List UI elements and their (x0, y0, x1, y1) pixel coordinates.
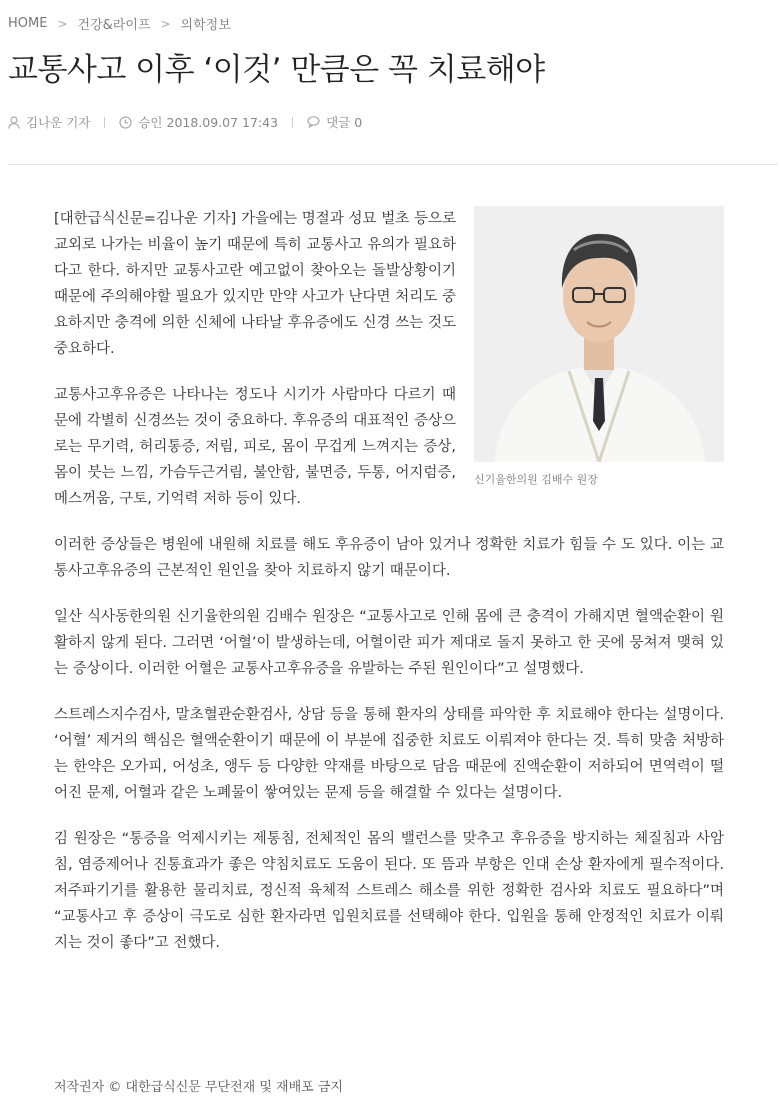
approved-time: 2018.09.07 17:43 (166, 114, 279, 130)
author-info (8, 113, 90, 131)
article-paragraph: 스트레스지수검사, 말초혈관순환검사, 상담 등을 통해 환자의 상태를 파악한 후 치료해야 한다는 설명이다. ‘어혈’ 제거의 핵심은 혈액순환이기 때문에 이 부분에 집중한 치료도 이뤄져야 한다는 것. 특히 맞춤 처방하는 한약은 오가피, 어성초, 앵두 등 다양한 약재를 바탕으로 담음 때문에 진액순환이 저하되어 면역력이 떨어진 문제, 어혈과 같은 노폐물이 쌓여있는 문제 등을 해결할 수 있다는 설명이다. (54, 707, 724, 801)
breadcrumb-home-link[interactable]: HOME (8, 16, 48, 31)
breadcrumb (8, 14, 231, 33)
article-paragraph: 김 원장은 “통증을 억제시키는 제통침, 전체적인 몸의 밸런스를 맞추고 후유증을 방지하는 체질침과 사암침, 염증제어나 진통효과가 좋은 약침치료도 도움이 된다. 또 뜸과 부항은 인대 손상 환자에게 필수적이다. 저주파기기를 활용한 물리치료, 정신적 육체적 스트레스 해소를 위한 정확한 검사와 치료도 필요하다”며 “교통사고 후 증상이 극도로 심한 환자라면 입원치료를 선택해야 한다. 입원을 통해 안정적인 치료가 이뤄지는 것이 좋다”고 전했다. (54, 831, 724, 951)
article-meta (8, 113, 362, 131)
photo-caption: 신기율한의원 김배수 원장 (474, 473, 598, 486)
article-figure (474, 206, 724, 488)
breadcrumb-subcategory-link[interactable]: 의학정보 (180, 18, 231, 33)
chevron-right-icon: > (57, 16, 68, 31)
meta-divider (104, 117, 105, 128)
clock-icon (119, 116, 132, 129)
chevron-right-icon: > (160, 16, 171, 31)
comments-link[interactable] (307, 113, 362, 131)
approved-info (119, 113, 278, 131)
article-paragraph: 일산 식사동한의원 신기율한의원 김배수 원장은 “교통사고로 인해 몸에 큰 충격이 가해지면 혈액순환이 원활하지 않게 된다. 그러면 ‘어혈’이 발생하는데, 어혈이란 피가 제대로 돌지 못하고 한 곳에 뭉쳐져 맺혀 있는 증상이다. 이러한 어혈은 교통사고후유증을 유발하는 주된 원인이다”고 설명했다. (54, 609, 724, 677)
article-paragraph: 이러한 증상들은 병원에 내원해 치료를 해도 후유증이 남아 있거나 정확한 치료가 힘들 수 도 있다. 이는 교통사고후유증의 근본적인 원인을 찾아 치료하지 않기 때문이다. (54, 537, 724, 579)
comment-bubble-icon (307, 116, 320, 128)
author-name: 김나운 기자 (26, 115, 91, 130)
comments-count: 0 (354, 114, 363, 130)
comments-label: 댓글 (326, 115, 351, 130)
breadcrumb-category-link[interactable]: 건강&라이프 (77, 18, 151, 33)
person-icon (8, 116, 20, 129)
article-body (54, 206, 724, 976)
doctor-photo (474, 206, 724, 462)
article-title: 교통사고 이후 ‘이것’ 만큼은 꼭 치료해야 (8, 52, 545, 88)
article-paragraph: [대한급식신문=김나운 기자] 가을에는 명절과 성묘 벌초 등으로 교외로 나가는 비율이 높기 때문에 특히 교통사고 유의가 필요하다고 한다. 하지만 교통사고란 예고없이 찾아오는 돌발상황이기 때문에 주의해야할 필요가 있지만 만약 사고가 난다면 처리도 중요하지만 충격에 의한 신체에 나타날 후유증에도 신경 쓰는 것도 중요하다. (54, 211, 456, 357)
copyright-notice: 저작권자 © 대한급식신문 무단전재 및 재배포 금지 (54, 1080, 343, 1095)
article-paragraph: 교통사고후유증은 나타나는 정도나 시기가 사람마다 다르기 때문에 각별히 신경쓰는 것이 중요하다. 후유증의 대표적인 증상으로는 무기력, 허리통증, 저림, 피로, 몸이 무겁게 느껴지는 증상, 몸이 붓는 느낌, 가슴두근거림, 불안함, 불면증, 두통, 어지럼증, 메스꺼움, 구토, 기억력 저하 등이 있다. (54, 387, 456, 507)
approved-label: 승인 (138, 115, 163, 130)
header-divider (8, 164, 778, 165)
meta-divider (292, 117, 293, 128)
